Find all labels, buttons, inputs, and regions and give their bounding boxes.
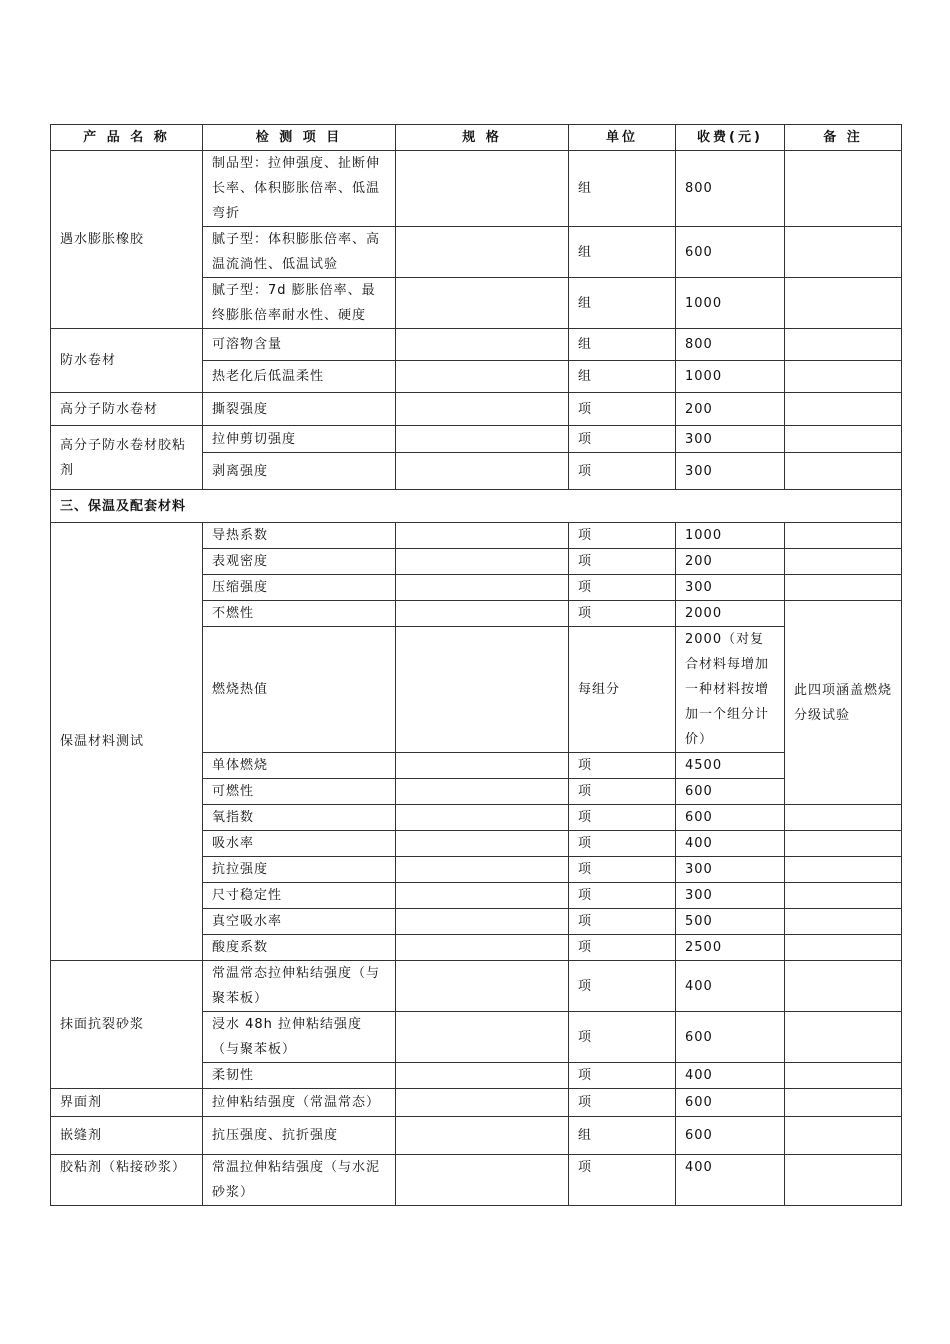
test-item: 单体燃烧 bbox=[203, 753, 396, 779]
product-name: 嵌缝剂 bbox=[51, 1117, 203, 1155]
unit-cell: 组 bbox=[569, 1117, 676, 1155]
spec-cell bbox=[396, 329, 569, 361]
header-item: 检 测 项 目 bbox=[203, 125, 396, 151]
table-row bbox=[51, 329, 902, 361]
fee-cell: 800 bbox=[676, 329, 785, 361]
remark-cell bbox=[785, 523, 902, 549]
fee-cell: 1000 bbox=[676, 361, 785, 393]
header-remark: 备 注 bbox=[785, 125, 902, 151]
fee-cell: 2500 bbox=[676, 935, 785, 961]
spec-cell bbox=[396, 453, 569, 490]
test-item: 剥离强度 bbox=[203, 453, 396, 490]
test-item: 抗拉强度 bbox=[203, 857, 396, 883]
section-title: 三、保温及配套材料 bbox=[51, 490, 902, 523]
unit-cell: 项 bbox=[569, 1155, 676, 1206]
spec-cell bbox=[396, 278, 569, 329]
spec-cell bbox=[396, 935, 569, 961]
spec-cell bbox=[396, 753, 569, 779]
test-item: 制品型：拉伸强度、扯断伸长率、体积膨胀倍率、低温弯折 bbox=[203, 151, 396, 227]
test-item: 拉伸粘结强度（常温常态） bbox=[203, 1089, 396, 1117]
fee-cell: 300 bbox=[676, 453, 785, 490]
unit-cell: 组 bbox=[569, 329, 676, 361]
header-spec: 规 格 bbox=[396, 125, 569, 151]
spec-cell bbox=[396, 909, 569, 935]
test-item: 常温常态拉伸粘结强度（与聚苯板） bbox=[203, 961, 396, 1012]
unit-cell: 组 bbox=[569, 227, 676, 278]
spec-cell bbox=[396, 1063, 569, 1089]
spec-cell bbox=[396, 1012, 569, 1063]
header-row bbox=[51, 125, 902, 151]
fee-cell: 600 bbox=[676, 1089, 785, 1117]
spec-cell bbox=[396, 361, 569, 393]
unit-cell: 项 bbox=[569, 753, 676, 779]
test-item: 抗压强度、抗折强度 bbox=[203, 1117, 396, 1155]
spec-cell bbox=[396, 426, 569, 453]
test-item: 氧指数 bbox=[203, 805, 396, 831]
fee-cell: 200 bbox=[676, 393, 785, 426]
product-name: 界面剂 bbox=[51, 1089, 203, 1117]
fee-cell: 600 bbox=[676, 1117, 785, 1155]
unit-cell: 项 bbox=[569, 779, 676, 805]
unit-cell: 组 bbox=[569, 361, 676, 393]
product-name: 胶粘剂（粘接砂浆） bbox=[51, 1155, 203, 1206]
remark-cell bbox=[785, 227, 902, 278]
unit-cell: 项 bbox=[569, 523, 676, 549]
product-name: 高分子防水卷材胶粘剂 bbox=[51, 426, 203, 490]
fee-cell: 300 bbox=[676, 883, 785, 909]
test-item: 吸水率 bbox=[203, 831, 396, 857]
remark-cell bbox=[785, 453, 902, 490]
spec-cell bbox=[396, 961, 569, 1012]
spec-cell bbox=[396, 575, 569, 601]
fee-cell: 400 bbox=[676, 1063, 785, 1089]
remark-cell bbox=[785, 549, 902, 575]
fee-cell: 2000（对复合材料每增加一种材料按增加一个组分计价） bbox=[676, 627, 785, 753]
fee-cell: 4500 bbox=[676, 753, 785, 779]
fee-cell: 400 bbox=[676, 831, 785, 857]
remark-cell bbox=[785, 1063, 902, 1089]
test-item: 尺寸稳定性 bbox=[203, 883, 396, 909]
remark-cell bbox=[785, 857, 902, 883]
test-item: 可燃性 bbox=[203, 779, 396, 805]
test-item: 导热系数 bbox=[203, 523, 396, 549]
unit-cell: 项 bbox=[569, 857, 676, 883]
spec-cell bbox=[396, 627, 569, 753]
test-item: 不燃性 bbox=[203, 601, 396, 627]
test-item: 柔韧性 bbox=[203, 1063, 396, 1089]
spec-cell bbox=[396, 805, 569, 831]
test-item: 可溶物含量 bbox=[203, 329, 396, 361]
product-name: 高分子防水卷材 bbox=[51, 393, 203, 426]
unit-cell: 项 bbox=[569, 453, 676, 490]
spec-cell bbox=[396, 227, 569, 278]
table-row bbox=[51, 426, 902, 453]
remark-cell bbox=[785, 1012, 902, 1063]
unit-cell: 项 bbox=[569, 805, 676, 831]
spec-cell bbox=[396, 1089, 569, 1117]
fee-cell: 1000 bbox=[676, 523, 785, 549]
unit-cell: 组 bbox=[569, 151, 676, 227]
table-row bbox=[51, 961, 902, 1012]
test-item: 常温拉伸粘结强度（与水泥砂浆） bbox=[203, 1155, 396, 1206]
remark-cell bbox=[785, 935, 902, 961]
fee-cell: 600 bbox=[676, 805, 785, 831]
table-row bbox=[51, 1155, 902, 1206]
unit-cell: 项 bbox=[569, 426, 676, 453]
remark-cell bbox=[785, 1155, 902, 1206]
table-row bbox=[51, 1117, 902, 1155]
table-row bbox=[51, 523, 902, 549]
product-name: 抹面抗裂砂浆 bbox=[51, 961, 203, 1089]
remark-cell bbox=[785, 361, 902, 393]
remark-cell bbox=[785, 909, 902, 935]
fee-table bbox=[50, 124, 902, 1206]
fee-cell: 300 bbox=[676, 426, 785, 453]
unit-cell: 项 bbox=[569, 909, 676, 935]
table-row bbox=[51, 393, 902, 426]
spec-cell bbox=[396, 151, 569, 227]
test-item: 真空吸水率 bbox=[203, 909, 396, 935]
test-item: 拉伸剪切强度 bbox=[203, 426, 396, 453]
fee-cell: 600 bbox=[676, 1012, 785, 1063]
test-item: 热老化后低温柔性 bbox=[203, 361, 396, 393]
unit-cell: 组 bbox=[569, 278, 676, 329]
unit-cell: 项 bbox=[569, 1063, 676, 1089]
unit-cell: 项 bbox=[569, 393, 676, 426]
product-name: 遇水膨胀橡胶 bbox=[51, 151, 203, 329]
remark-cell bbox=[785, 883, 902, 909]
unit-cell: 项 bbox=[569, 935, 676, 961]
remark-cell bbox=[785, 961, 902, 1012]
fee-cell: 600 bbox=[676, 227, 785, 278]
remark-cell: 此四项涵盖燃烧分级试验 bbox=[785, 601, 902, 805]
test-item: 腻子型：体积膨胀倍率、高温流淌性、低温试验 bbox=[203, 227, 396, 278]
remark-cell bbox=[785, 393, 902, 426]
unit-cell: 项 bbox=[569, 831, 676, 857]
spec-cell bbox=[396, 1155, 569, 1206]
table-row bbox=[51, 151, 902, 227]
spec-cell bbox=[396, 883, 569, 909]
unit-cell: 项 bbox=[569, 1012, 676, 1063]
remark-cell bbox=[785, 805, 902, 831]
product-name: 防水卷材 bbox=[51, 329, 203, 393]
unit-cell: 项 bbox=[569, 1089, 676, 1117]
test-item: 浸水 48h 拉伸粘结强度（与聚苯板） bbox=[203, 1012, 396, 1063]
fee-cell: 1000 bbox=[676, 278, 785, 329]
unit-cell: 项 bbox=[569, 549, 676, 575]
remark-cell bbox=[785, 1089, 902, 1117]
test-item: 酸度系数 bbox=[203, 935, 396, 961]
unit-cell: 项 bbox=[569, 601, 676, 627]
unit-cell: 项 bbox=[569, 575, 676, 601]
remark-cell bbox=[785, 329, 902, 361]
spec-cell bbox=[396, 549, 569, 575]
fee-cell: 400 bbox=[676, 1155, 785, 1206]
test-item: 撕裂强度 bbox=[203, 393, 396, 426]
test-item: 腻子型：7d 膨胀倍率、最终膨胀倍率耐水性、硬度 bbox=[203, 278, 396, 329]
fee-cell: 300 bbox=[676, 857, 785, 883]
spec-cell bbox=[396, 831, 569, 857]
header-product: 产 品 名 称 bbox=[51, 125, 203, 151]
fee-cell: 500 bbox=[676, 909, 785, 935]
table-row bbox=[51, 1089, 902, 1117]
spec-cell bbox=[396, 857, 569, 883]
remark-cell bbox=[785, 1117, 902, 1155]
header-unit: 单位 bbox=[569, 125, 676, 151]
product-name: 保温材料测试 bbox=[51, 523, 203, 961]
test-item: 表观密度 bbox=[203, 549, 396, 575]
remark-cell bbox=[785, 426, 902, 453]
header-fee: 收费(元) bbox=[676, 125, 785, 151]
remark-cell bbox=[785, 278, 902, 329]
unit-cell: 项 bbox=[569, 961, 676, 1012]
remark-cell bbox=[785, 151, 902, 227]
fee-cell: 200 bbox=[676, 549, 785, 575]
unit-cell: 每组分 bbox=[569, 627, 676, 753]
spec-cell bbox=[396, 779, 569, 805]
section-row bbox=[51, 490, 902, 523]
spec-cell bbox=[396, 523, 569, 549]
spec-cell bbox=[396, 1117, 569, 1155]
fee-cell: 800 bbox=[676, 151, 785, 227]
spec-cell bbox=[396, 393, 569, 426]
remark-cell bbox=[785, 831, 902, 857]
remark-cell bbox=[785, 575, 902, 601]
test-item: 燃烧热值 bbox=[203, 627, 396, 753]
fee-cell: 600 bbox=[676, 779, 785, 805]
unit-cell: 项 bbox=[569, 883, 676, 909]
fee-cell: 2000 bbox=[676, 601, 785, 627]
fee-cell: 400 bbox=[676, 961, 785, 1012]
fee-cell: 300 bbox=[676, 575, 785, 601]
test-item: 压缩强度 bbox=[203, 575, 396, 601]
spec-cell bbox=[396, 601, 569, 627]
